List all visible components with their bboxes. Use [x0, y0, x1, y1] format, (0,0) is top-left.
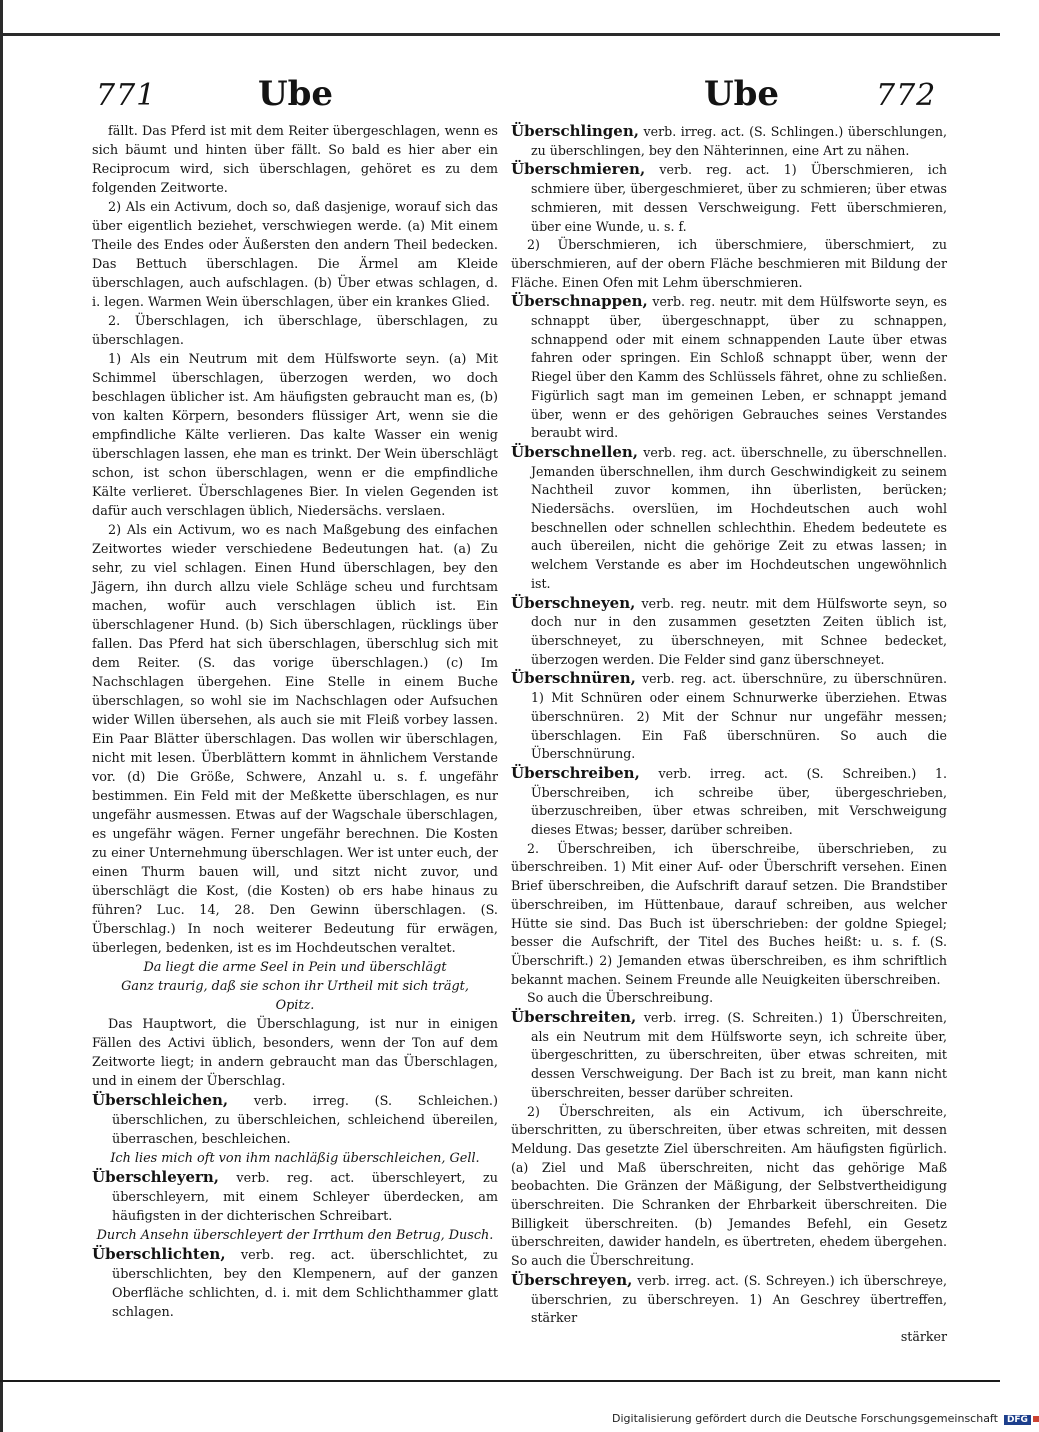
- left-border-line: [0, 0, 3, 1432]
- dictionary-entry: [92, 1091, 498, 1149]
- bottom-border-line: [0, 1380, 1000, 1382]
- dictionary-entry: [511, 1271, 947, 1328]
- entry-body: verb. irreg. act. (S. Schreyen.) ich überschreye, überschrien, zu überschreyen. 1) An Geschrey übertreffen, stärker: [531, 1272, 947, 1326]
- verse-quote: Opitz.: [275, 998, 315, 1013]
- catchword: stärker: [900, 1329, 947, 1344]
- dictionary-entry: [511, 122, 947, 160]
- verse-quote: Ganz traurig, daß sie schon ihr Urtheil mit sich trägt,: [121, 979, 469, 994]
- entry-headword: Überschmieren,: [511, 160, 646, 179]
- entry-body: verb. reg. act. überschnelle, zu überschnellen. Jemanden überschnellen, ihm durch Geschwindigkeit zu seinem Nachtheil zuvor kommen, ihn überlisten, berücken; Niedersächs. overslüen, im Hochdeutschen auch wohl beschnellen oder schnellen schlechthin. Ehedem bedeutete es auch übereilen, nicht die gehörige Zeit zu etwas lassen; in welchem Verstande es aber im Hochdeutschen ungewöhnlich ist.: [531, 444, 947, 591]
- entry-body: verb. reg. neutr. mit dem Hülfsworte seyn, so doch nur in den zusammen gesetzten Zeiten üblich ist, überschneyet, zu überschneyen, mit Schnee bedecket, überzogen werden. Die Felder sind ganz überschneyet.: [531, 595, 948, 667]
- dictionary-entry: [511, 160, 947, 236]
- page-number-left: 771: [96, 78, 157, 113]
- entry-headword: Überschnellen,: [511, 442, 639, 461]
- dictionary-entry: [511, 292, 947, 443]
- dictionary-entry: [511, 669, 947, 764]
- entry-headword: Überschlingen,: [511, 122, 639, 140]
- entry-body: verb. irreg. (S. Schleichen.) überschlichen, zu überschleichen, schleichend übereilen, überraschen, beschleichen.: [112, 1094, 498, 1147]
- entry-body: verb. reg. act. 1) Überschmieren, ich schmiere über, übergeschmieret, über zu schmieren; über etwas schmieren, mit dessen Verschweigung. Fett überschmieren, über eine Wunde, u. s. f.: [531, 162, 947, 234]
- left-column: [92, 122, 498, 1322]
- paragraph: fällt. Das Pferd ist mit dem Reiter übergeschlagen, wenn es sich bäumt und hinten über fällt. So bald es hier aber ein Reciprocum wird, sich überschlagen, gehöret es zu dem folgenden Zeitworte.: [92, 124, 498, 196]
- dictionary-entry: [511, 1008, 947, 1103]
- entry-body: verb. reg. act. überschleyert, zu überschleyern, mit einem Schleyer überdecken, am häufigsten in der dichterischen Schreibart.: [112, 1171, 498, 1224]
- entry-body: verb. reg. act. überschnüre, zu überschnüren. 1) Mit Schnüren oder einem Schnurwerke überziehen. Etwas überschnüren. 2) Mit der Schnur nur ungefähr messen; überschlagen. Ein Faß überschnüren. So auch die Überschnürung.: [531, 671, 947, 762]
- entry-body: verb. reg. neutr. mit dem Hülfsworte seyn, es schnappt über, übergeschnappt, über zu schnappen, schnappend oder mit einem schnappenden Laute über etwas fahren oder springen. Ein Schloß schnappt über, wenn der Riegel über den Kamm des Schlüssels fähret, ohne zu schließen. Figürlich sagt man im gemeinen Leben, er schnappt jemand über, wenn er des gehörigen Gebrauches seines Verstandes beraubt wird.: [531, 294, 947, 441]
- entry-headword: Überschnappen,: [511, 292, 648, 311]
- dfg-logo[interactable]: DFG: [1004, 1415, 1031, 1425]
- paragraph: Das Hauptwort, die Überschlagung, ist nur in einigen Fällen des Activi üblich, besonders, wenn der Ton auf dem Zeitworte liegt; in andern gebraucht man das Überschlagen, und in einem der Überschlag.: [92, 1017, 498, 1089]
- paragraph: So auch die Überschreibung.: [527, 990, 714, 1006]
- running-header-right: Ube: [704, 74, 780, 114]
- digitization-footer: [612, 1412, 1028, 1428]
- paragraph: 2) Als ein Activum, wo es nach Maßgebung des einfachen Zeitwortes wieder verschiedene Bedeutungen hat. (a) Zu sehr, zu viel schlagen. Einen Hund überschlagen, bey den Jägern, ihn durch allzu viele Schläge scheu und furchtsam machen, wofür auch verschlagen üblich ist. Ein überschlagener Hund. (b) Sich überschlagen, rücklings über fallen. Das Pferd hat sich überschlagen, überschlug sich mit dem Reiter. (S. das vorige überschlagen.) (c) Im Nachschlagen übergehen. Eine Stelle in einem Buche überschlagen, so wohl sie im Nachschlagen oder Aufsuchen wider Willen übersehen, als auch sie mit Fleiß vorbey lassen. Ein Paar Blätter überschlagen. Das wollen wir überschlagen, nicht mit lesen. Überblättern kommt in ähnlichem Verstande vor. (d) Die Größe, Schwere, Anzahl u. s. f. ungefähr bestimmen. Ein Feld mit der Meßkette überschlagen, es nur ungefähr ausmessen. Etwas auf der Wagschale überschlagen, es ungefähr wägen. Ferner ungefähr berechnen. Die Kosten zu einer Unternehmung überschlagen. Wer ist unter euch, der einen Thurm bauen will, und sitzt nicht zuvor, und überschlägt die Kost, (die Kosten) ob ers habe hinaus zu führen? Luc. 14, 28. Den Gewinn überschlagen. (S. Überschlag.) In noch weiterer Bedeutung für erwägen, überlegen, bedenken, ist es im Hochdeutschen veraltet.: [92, 523, 498, 956]
- verse-quote: Ich lies mich oft von ihm nachläßig überschleichen, Gell.: [110, 1151, 480, 1166]
- entry-body: verb. irreg. (S. Schreiten.) 1) Überschreiten, als ein Neutrum mit dem Hülfsworte seyn, ich schreite über, übergeschritten, zu überschreiten, über etwas schreiten, mit dessen Verschweigung. Der Bach ist zu breit, man kann nicht überschreiten, besser darüber schreiten.: [531, 1010, 947, 1100]
- top-border-line: [0, 33, 1000, 36]
- running-header-left: Ube: [258, 74, 334, 114]
- entry-headword: Überschleichen,: [92, 1091, 229, 1109]
- entry-headword: Überschleyern,: [92, 1168, 220, 1186]
- dictionary-entry: [511, 594, 947, 670]
- paragraph: 1) Als ein Neutrum mit dem Hülfsworte seyn. (a) Mit Schimmel überschlagen, überzogen werden, wo doch beschlagen üblicher ist. Am häufigsten gebraucht man es, (b) von kalten Körpern, besonders flüssiger Art, wenn sie die empfindliche Kälte verlieren. Das kalte Wasser ein wenig überschlagen lassen, ehe man es trinkt. Der Wein überschlägt schon, ist schon überschlagen, wenn er die empfindliche Kälte verlieret. Überschlagenes Bier. In vielen Gegenden ist dafür auch verschlagen üblich, Niedersächs. verslaen.: [92, 352, 498, 519]
- dictionary-entry: [511, 443, 947, 594]
- entry-headword: Überschreiten,: [511, 1008, 637, 1027]
- paragraph: 2. Überschlagen, ich überschlage, überschlagen, zu überschlagen.: [92, 314, 498, 348]
- paragraph: 2) Als ein Activum, doch so, daß dasjenige, worauf sich das über eigentlich beziehet, verschwiegen werde. (a) Mit einem Theile des Endes oder Äußersten den andern Theil bedecken. Das Bettuch überschlagen. Die Ärmel am Kleide überschlagen, auch aufschlagen. (b) Über etwas schlagen, d. i. legen. Warmen Wein überschlagen, über ein krankes Glied.: [92, 200, 498, 310]
- entry-headword: Überschneyen,: [511, 593, 636, 612]
- entry-body: verb. irreg. act. (S. Schreiben.) 1. Überschreiben, ich schreibe über, übergeschrieben, überzuschreiben, über etwas schreiben, mit Verschweigung dieses Etwas; besser, darüber schreiben.: [531, 765, 947, 838]
- entry-body: verb. reg. act. überschlichtet, zu überschlichten, bey den Klempenern, auf der ganzen Oberfläche schlichten, d. i. mit dem Schlichthammer glatt schlagen.: [112, 1248, 498, 1320]
- dictionary-entry: [92, 1168, 498, 1226]
- footer-text: Digitalisierung gefördert durch die Deutsche Forschungsgemeinschaft: [612, 1412, 998, 1425]
- verse-quote: Da liegt die arme Seel in Pein und überschlägt: [143, 960, 447, 975]
- entry-headword: Überschreyen,: [511, 1270, 633, 1289]
- paragraph: 2) Überschmieren, ich überschmiere, überschmiert, zu überschmieren, auf der obern Fläche beschmieren mit Bildung der Fläche. Einen Ofen mit Lehm überschmieren.: [511, 237, 947, 290]
- paragraph: 2. Überschreiben, ich überschreibe, überschrieben, zu überschreiben. 1) Mit einer Auf- oder Überschrift versehen. Einen Brief überschreiben, die Aufschrift darauf setzen. Die Brandstiber überschreiben, im Hüttenbaue, darauf schreiben, aus welcher Hütte sie sind. Das Buch ist überschrieben: der goldne Spiegel; besser die Aufschrift, der Titel des Buches heißt: u. s. f. (S. Überschrift.) 2) Jemanden etwas überschreiben, es ihm schriftlich bekannt machen. Seinem Freunde alle Neuigkeiten überschreiben.: [511, 840, 947, 987]
- verse-quote: Durch Ansehn überschleyert der Irrthum den Betrug, Dusch.: [96, 1228, 494, 1243]
- page-number-right: 772: [876, 78, 937, 113]
- entry-headword: Überschnüren,: [511, 669, 636, 688]
- entry-body: verb. irreg. act. (S. Schlingen.) überschlungen, zu überschlingen, bey den Nähterinnen, eine Art zu nähen.: [531, 124, 947, 158]
- dictionary-entry: [92, 1245, 498, 1322]
- dictionary-entry: [511, 764, 947, 840]
- entry-headword: Überschlichten,: [92, 1245, 226, 1263]
- dfg-logo-mark-icon: [1033, 1416, 1039, 1422]
- paragraph: 2) Überschreiten, als ein Activum, ich überschreite, überschritten, zu überschreiten, über etwas schreiten, mit dessen Meldung. Das gesetzte Ziel überschreiten. Am häufigsten figürlich. (a) Ziel und Maß überschreiten, nicht das gehörige Maß beobachten. Die Gränzen der Mäßigung, der Selbstvertheidigung überschreiten. Die Schranken der Ehrbarkeit überschreiten. Die Billigkeit überschreiten. (b) Jemandes Befehl, ein Gesetz überschreiten, dawider handeln, es übertreten, ehedem übergehen. So auch die Überschreitung.: [511, 1103, 947, 1269]
- right-column: [511, 122, 947, 1347]
- entry-headword: Überschreiben,: [511, 763, 640, 782]
